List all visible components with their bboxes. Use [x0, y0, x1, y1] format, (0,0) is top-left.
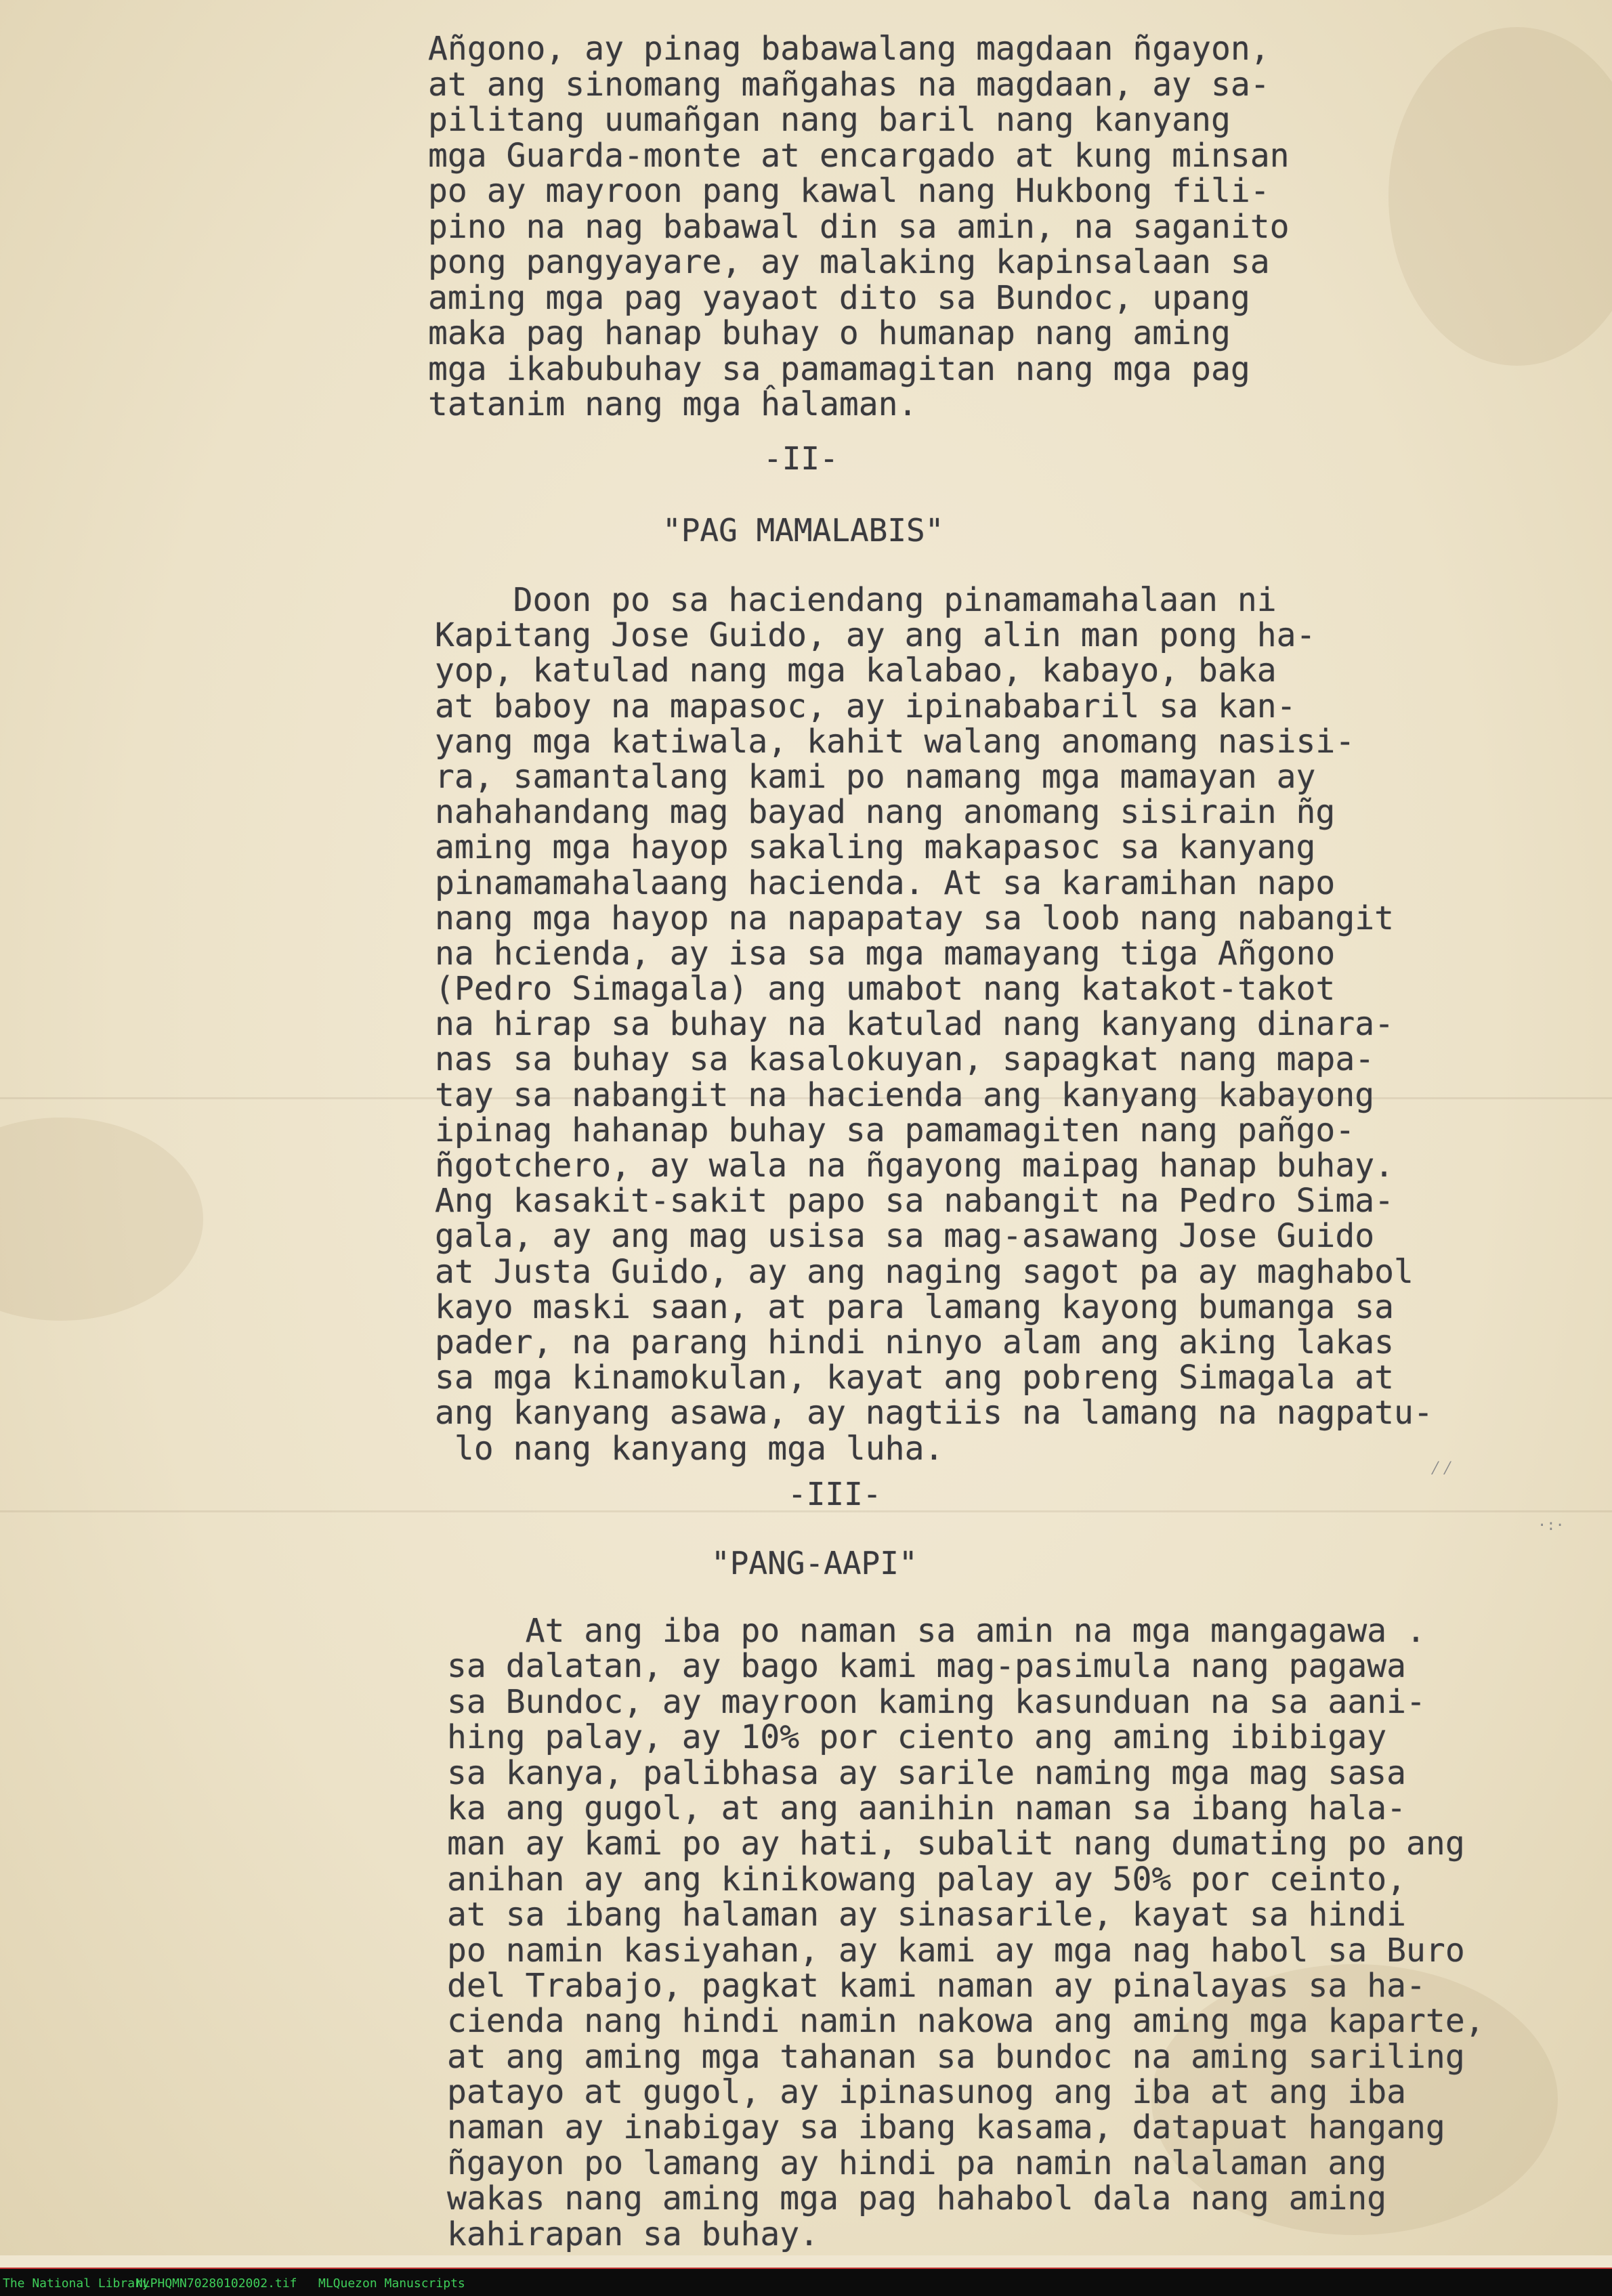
text-line: hing palay, ay 10% por ciento ang aming ibibigay [447, 1718, 1387, 1757]
text-line: na hirap sa buhay na katulad nang kanyang dinara- [435, 1005, 1395, 1044]
text-line: ang kanyang asawa, ay nagtiis na lamang na nagpatu- [435, 1394, 1433, 1432]
archive-footer-bar [0, 2268, 1612, 2296]
text-line: pong pangyayare, ay malaking kapinsalaan sa [428, 243, 1270, 281]
text-line: aming mga hayop sakaling makapasoc sa kanyang [435, 828, 1316, 867]
section-numeral-iii: -III- [788, 1476, 882, 1512]
text-line: maka pag hanap buhay o humanap nang aming [428, 314, 1231, 352]
paragraph-continuation [428, 31, 1290, 423]
text-line: gala, ay ang mag usisa sa mag-asawang Jose Guido [435, 1217, 1375, 1256]
text-line: Doon po sa haciendang pinamamahalaan ni [435, 581, 1277, 619]
text-line: sa mga kinamokulan, kayat ang pobreng Simagala at [435, 1359, 1395, 1397]
text-line: ka ang gugol, at ang aanihin naman sa ibang hala- [447, 1789, 1407, 1827]
text-line: yop, katulad nang mga kalabao, kabayo, baka [435, 652, 1277, 690]
text-line: na hcienda, ay isa sa mga mamayang tiga Añgono [435, 934, 1336, 973]
text-line: naman ay inabigay sa ibang kasama, datapuat hangang [447, 2108, 1445, 2147]
text-line: mga ikabubuhay sa pamamagitan nang mga pag [428, 349, 1250, 388]
text-line: pilitang uumañgan nang baril nang kanyang [428, 101, 1231, 139]
text-line: po ay mayroon pang kawal nang Hukbong fili- [428, 172, 1270, 210]
text-line: wakas nang aming mga pag hahabol dala nang aming [447, 2180, 1387, 2218]
text-line: at sa ibang halaman ay sinasarile, kayat sa hindi [447, 1896, 1407, 1934]
section-title-pag-mamalabis: "PAG MAMALABIS" [662, 512, 944, 549]
text-line: yang mga katiwala, kahit walang anomang nasisi- [435, 722, 1355, 761]
text-line: ipinag hahanap buhay sa pamamagiten nang pañgo- [435, 1111, 1355, 1149]
text-line: kayo maski saan, at para lamang kayong bumanga sa [435, 1288, 1395, 1326]
text-line: aming mga pag yayaot dito sa Bundoc, upang [428, 278, 1250, 317]
text-line: at baboy na mapasoc, ay ipinababaril sa kan- [435, 687, 1296, 725]
text-line: nang mga hayop na napapatay sa loob nang nabangit [435, 899, 1395, 937]
text-line: (Pedro Simagala) ang umabot nang katakot-takot [435, 970, 1336, 1008]
text-line: anihan ay ang kinikowang palay ay 50% por ceinto, [447, 1860, 1407, 1898]
text-line: Añgono, ay pinag babawalang magdaan ñgayon, [428, 30, 1270, 68]
section-numeral-ii: -II- [763, 440, 839, 477]
text-line: tay sa nabangit na hacienda ang kanyang kabayong [435, 1076, 1375, 1114]
text-line: kahirapan sa buhay. [447, 2215, 820, 2253]
paper-stain [0, 1118, 203, 1321]
text-line: at ang sinomang mañgahas na magdaan, ay sa- [428, 65, 1270, 104]
ink-smudge: ·:· [1537, 1517, 1565, 1534]
text-line: man ay kami po ay hati, subalit nang dumating po ang [447, 1825, 1465, 1863]
footer-library: The National Library [3, 2276, 150, 2291]
text-line: lo nang kanyang mga luha. [435, 1429, 944, 1468]
text-line: at ang aming mga tahanan sa bundoc na aming sariling [447, 2037, 1465, 2076]
text-line: ra, samantalang kami po namang mga mamayan ay [435, 757, 1316, 796]
footer-collection: MLQuezon Manuscripts [318, 2276, 465, 2291]
text-line: pino na nag babawal din sa amin, na saganito [428, 207, 1290, 246]
section-title-pang-aapi: "PANG-AAPI" [711, 1545, 918, 1581]
text-line: sa dalatan, ay bago kami mag-pasimula nang pagawa [447, 1647, 1407, 1686]
text-line: At ang iba po naman sa amin na mga mangagawa . [447, 1612, 1426, 1650]
text-line: cienda nang hindi namin nakowa ang aming mga kaparte, [447, 2002, 1485, 2041]
text-line: nahahandang mag bayad nang anomang sisirain ñg [435, 793, 1336, 832]
paragraph-pag-mamalabis [435, 582, 1433, 1466]
text-line: ñgotchero, ay wala na ñgayong maipag hanap buhay. [435, 1147, 1395, 1185]
text-line: po namin kasiyahan, ay kami ay mga nag habol sa Buro [447, 1931, 1465, 1970]
text-line: patayo at gugol, ay ipinasunog ang iba at ang iba [447, 2073, 1407, 2112]
text-line: sa kanya, palibhasa ay sarile naming mga mag sasa [447, 1753, 1407, 1792]
text-line: ñgayon po lamang ay hindi pa namin nalalaman ang [447, 2144, 1387, 2182]
footer-filename: NLPHQMN70280102002.tif [135, 2276, 297, 2291]
paper-stain [1388, 27, 1612, 366]
text-line: at Justa Guido, ay ang naging sagot pa ay maghabol [435, 1252, 1414, 1291]
paragraph-pang-aapi [447, 1613, 1485, 2252]
text-line: sa Bundoc, ay mayroon kaming kasunduan na sa aani- [447, 1682, 1426, 1721]
text-line: Ang kasakit-sakit papo sa nabangit na Pedro Sima- [435, 1182, 1395, 1220]
text-line: pinamamahalaang hacienda. At sa karamihan napo [435, 864, 1336, 902]
ink-smudge: ⁄⁄ [1429, 1456, 1454, 1480]
text-line: tatanim nang mga ĥalaman. [428, 385, 918, 423]
text-line: nas sa buhay sa kasalokuyan, sapagkat nang mapa- [435, 1040, 1375, 1079]
text-line: mga Guarda-monte at encargado at kung minsan [428, 136, 1290, 175]
text-line: Kapitang Jose Guido, ay ang alin man pong ha- [435, 616, 1316, 655]
text-line: pader, na parang hindi ninyo alam ang aking lakas [435, 1323, 1395, 1361]
text-line: del Trabajo, pagkat kami naman ay pinalayas sa ha- [447, 1966, 1426, 2005]
